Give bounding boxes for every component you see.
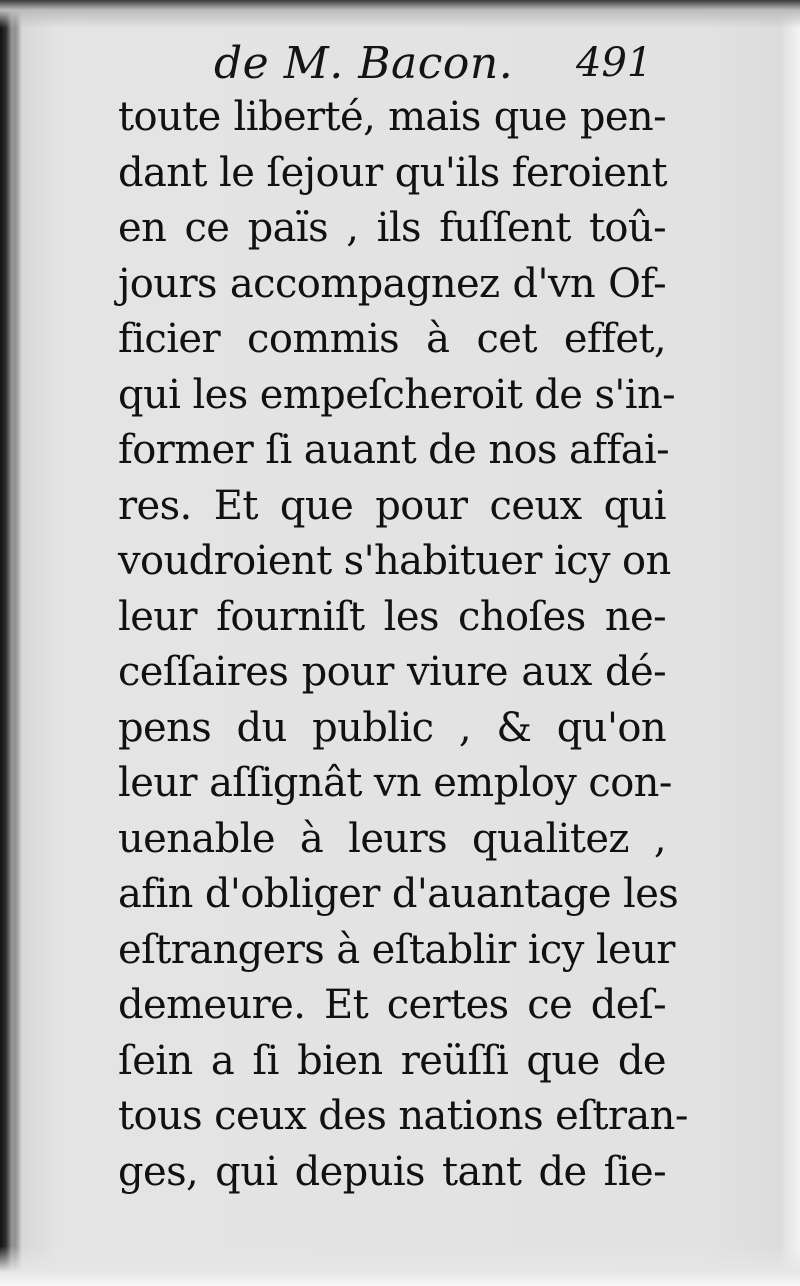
text-line: leur fourniſt les choſes ne- [118, 593, 666, 640]
text-line: pens du public , & qu'on [118, 704, 666, 751]
text-line: uenable à leurs qualitez , [118, 815, 666, 862]
text-line: eſtrangers à eſtablir icy leur [118, 926, 675, 973]
text-line: ges, qui depuis tant de ſie- [118, 1148, 666, 1195]
page-top-shadow [0, 0, 800, 28]
text-line: ficier commis à cet effet, [118, 316, 666, 362]
text-line: leur aſſignât vn employ con- [118, 760, 672, 806]
text-line: qui les empeſcheroit de s'in- [118, 371, 676, 418]
text-line: former ſi auant de nos affai- [118, 427, 670, 473]
text-line: ceſſaires pour viure aux dé- [118, 649, 666, 695]
text-line: dant le ſejour qu'ils feroient [118, 149, 667, 196]
text-line: en ce païs , ils fuſſent toû- [118, 205, 666, 251]
page-number: 491 [576, 40, 653, 86]
page-bottom-edge [0, 1246, 800, 1286]
page-gutter-shadow [0, 0, 18, 1286]
text-line: res. Et que pour ceux qui [118, 482, 666, 529]
text-line: afin d'obliger d'auantage les [118, 871, 679, 917]
text-line: ſein a ſi bien reüſſi que de [118, 1037, 666, 1084]
text-line: voudroient s'habituer icy on [118, 538, 671, 584]
text-line: jours accompagnez d'vn Of- [118, 260, 666, 307]
running-title: de M. Bacon. [214, 38, 514, 89]
text-line: tous ceux des nations eſtran- [118, 1093, 688, 1139]
body-text [118, 90, 688, 1200]
text-line: demeure. Et certes ce deſ- [118, 982, 666, 1028]
text-line: toute liberté, mais que pen- [118, 94, 666, 140]
